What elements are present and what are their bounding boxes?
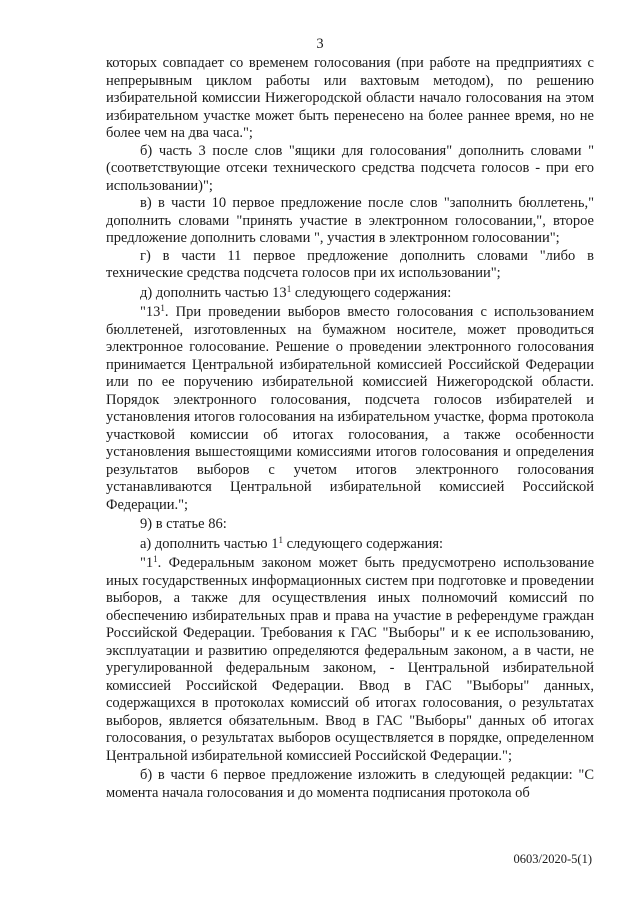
paragraph-6 xyxy=(106,304,594,514)
paragraph-5-text: д) дополнить частью 13 xyxy=(140,284,287,301)
paragraph-9-text-end: . Федеральным законом может быть предусмотрено использование иных государственных информационных систем при подготовке и проведении выборов, а также для осуществления иных полномочий комиссий по обеспечению избирательных прав и права на участие в референдуме граждан Российской Федерации. Требования к ГАС "Выборы" и к ее использованию, эксплуатации и развитию определяются федеральным законом, а в части, не урегулированной федеральным законом, - Центральной избирательной комиссией Российской Федерации. Ввод в ГАС "Выборы" данных, содержащихся в протоколах комиссий об итогах голосования, о результатах выборов, является обязательным. Ввод в ГАС "Выборы" данных об итогах голосования, о результатах выборов осуществляется в порядке, определенном Центральной избирательной комиссией Российской Федерации."; xyxy=(106,555,594,764)
paragraph-10: б) в части 6 первое предложение изложить в следующей редакции: "С момента начала голосования и до момента подписания протокола об xyxy=(106,767,594,801)
paragraph-5-superscript: 1 xyxy=(286,283,292,294)
paragraph-8-text: а) дополнить частью 1 xyxy=(140,535,279,552)
paragraph-5-text-end: следующего содержания: xyxy=(291,284,452,301)
paragraph-4: г) в части 11 первое предложение дополнить словами "либо в технические средства подсчета голосов при их использовании"; xyxy=(106,247,594,281)
paragraph-6-superscript: 1 xyxy=(160,303,165,313)
paragraph-9 xyxy=(106,555,594,765)
paragraph-9-text: "1 xyxy=(140,555,154,571)
paragraph-2: б) часть 3 после слов "ящики для голосования" дополнить словами "(соответствующие отсеки технического средства подсчета голосов - при его использовании)"; xyxy=(106,142,594,194)
paragraph-7: 9) в статье 86: xyxy=(140,516,227,532)
paragraph-9-superscript: 1 xyxy=(153,554,158,564)
paragraph-8-superscript: 1 xyxy=(278,534,283,545)
document-code: 0603/2020-5(1) xyxy=(513,852,592,866)
paragraph-6-text-end: . При проведении выборов вместо голосования с использованием бюллетеней, изготовленных на бумажном носителе, может проводиться электронное голосование. Решение о проведении электронного голосования принимается Центральной избирательной комиссией Российской Федерации или по ее поручению избирательной комиссией Нижегородской области. Порядок электронного голосования, подсчета голосов избирателей и установления итогов голосования на избирательном участке, форма протокола участковой комиссии об итогах голосования, а также особенности установления вышестоящими комиссиями итогов голосования и определения результатов выборов с учетом итогов электронного голосования устанавливаются Центральной избирательной комиссией Российской Федерации."; xyxy=(106,304,594,513)
paragraph-1: которых совпадает со временем голосования (при работе на предприятиях с непрерывным циклом работы или вахтовым методом), по решению избирательной комиссии Нижегородской области начало голосования на этом избирательном участке может быть перенесено на более раннее время, но не более чем на два часа."; xyxy=(106,55,594,141)
paragraph-5 xyxy=(106,285,594,303)
page-number: 3 xyxy=(316,36,324,52)
paragraph-8-text-end: следующего содержания: xyxy=(283,535,444,552)
document-body xyxy=(106,55,594,802)
paragraph-3: в) в части 10 первое предложение после слов "заполнить бюллетень," дополнить словами "принять участие в электронном голосовании,", второе предложение дополнить словами ", участия в электронном голосовании"; xyxy=(106,195,594,246)
paragraph-6-text: "13 xyxy=(140,304,161,320)
paragraph-8 xyxy=(106,536,594,554)
